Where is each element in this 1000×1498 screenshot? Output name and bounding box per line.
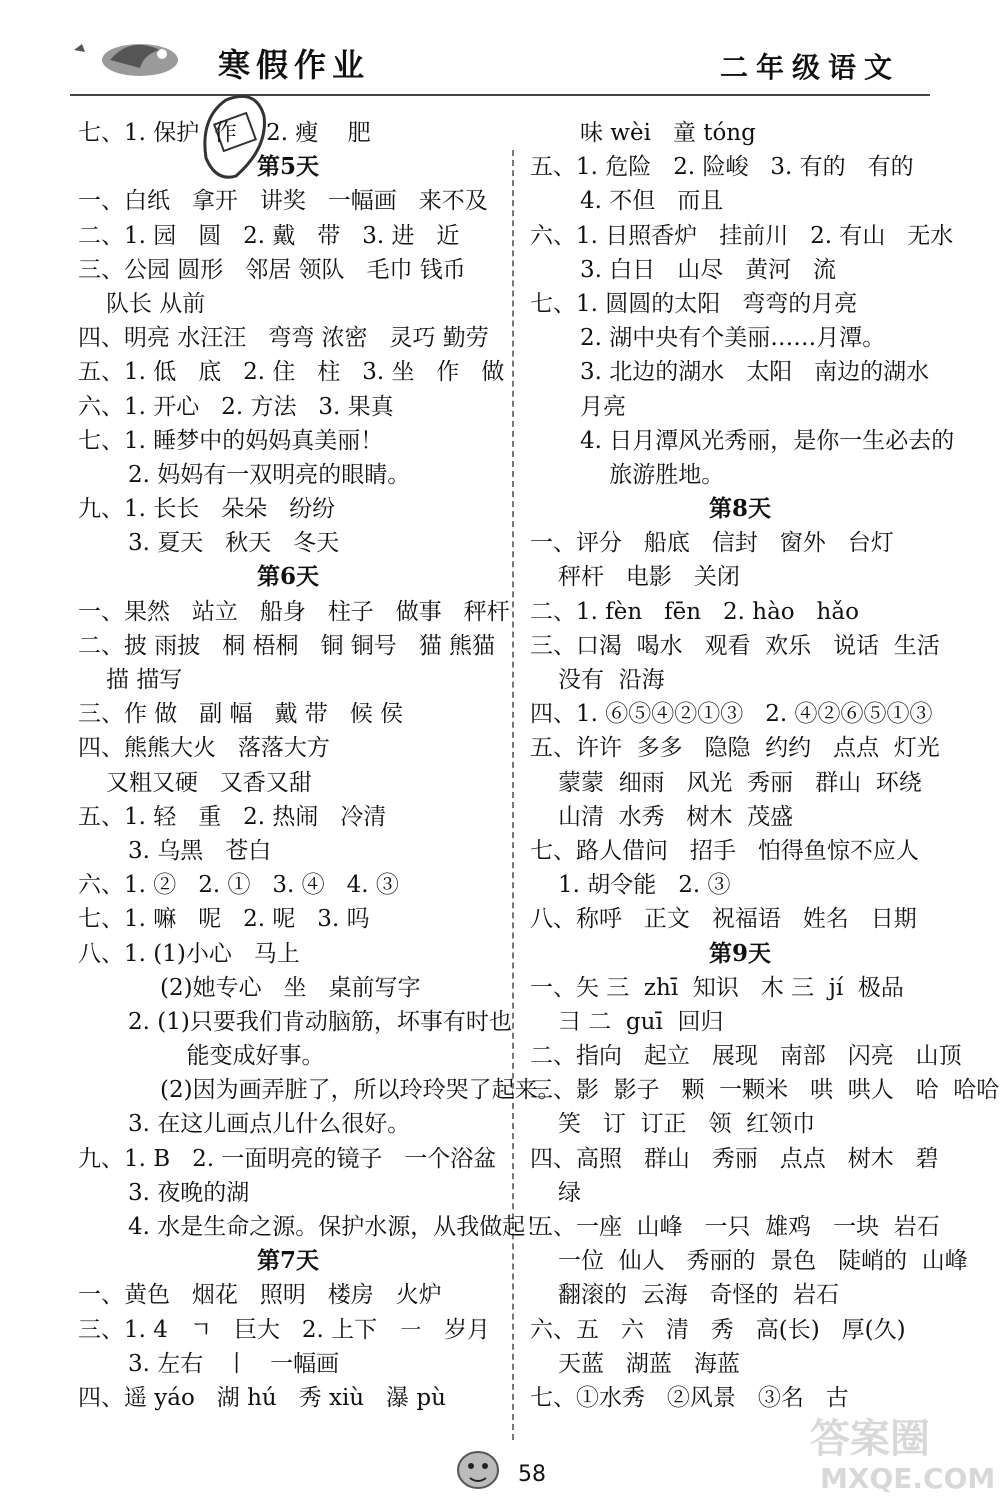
answer-line: 九、1. 长长 朵朵 纷纷	[78, 496, 336, 523]
answer-line: 3. 北边的湖水 太阳 南边的湖水	[580, 359, 930, 386]
answer-line: 二、1. 园 圆 2. 戴 带 3. 进 近	[78, 222, 460, 249]
svg-text:MXQE.COM: MXQE.COM	[820, 1462, 996, 1495]
answer-line: 五、1. 轻 重 2. 热闹 冷清	[78, 803, 387, 830]
answer-line: (2)她专心 坐 桌前写字	[160, 974, 421, 1001]
answer-line: 七、1. 嘛 呢 2. 呢 3. 吗	[78, 906, 370, 933]
answer-line: 一、矢 三 zhī 知识 木 三 jí 极品	[530, 974, 904, 1001]
answer-line: 天蓝 湖蓝 海蓝	[558, 1350, 740, 1377]
answer-line: 秤杆 电影 关闭	[558, 564, 740, 591]
answer-line: (2)因为画弄脏了，所以玲玲哭了起来。	[160, 1077, 561, 1104]
answer-line: 六、1. ② 2. ① 3. ④ 4. ③	[78, 872, 399, 899]
answer-line: 味 wèi 童 tóng	[580, 120, 756, 146]
answer-line: 能变成好事。	[128, 1043, 325, 1070]
answer-line: 二、指向 起立 展现 南部 闪亮 山顶	[530, 1043, 962, 1070]
answer-line: 3. 乌黑 苍白	[128, 837, 272, 864]
day-heading: 第8天	[708, 495, 771, 523]
answer-line: 3. 夜晚的湖	[128, 1179, 250, 1206]
answer-line: 四、1. ⑥⑤④②①③ 2. ④②⑥⑤①③	[530, 701, 933, 728]
answer-line: 七、1. 睡梦中的妈妈真美丽！	[78, 427, 384, 454]
mascot-icon	[448, 1446, 514, 1496]
answer-line: 一、黄色 烟花 照明 楼房 火炉	[78, 1282, 442, 1309]
answer-line: 六、1. 开心 2. 方法 3. 果真	[78, 393, 394, 420]
answer-line: 2. (1)只要我们肯动脑筋，坏事有时也	[128, 1008, 512, 1035]
answer-line: 三、作 做 副 幅 戴 带 候 侯	[78, 701, 404, 728]
answer-line: 又粗又硬 又香又甜	[106, 769, 312, 796]
answer-line: 3. 在这儿画点儿什么很好。	[128, 1111, 411, 1138]
answer-line: 没有 沿海	[558, 667, 665, 693]
answer-line: 4. 不但 而且	[580, 188, 724, 215]
answer-line: 1. 胡令能 2. ③	[558, 872, 731, 899]
answer-line: 三、1. 4 ㄱ 巨大 2. 上下 ㇐ 岁月	[78, 1316, 491, 1343]
answer-line: 2. 妈妈有一双明亮的眼睛。	[128, 461, 411, 488]
answer-line: 七、①水秀 ②风景 ③名 古	[530, 1384, 849, 1411]
column-divider	[512, 150, 514, 1440]
watermark-logo-icon	[800, 1400, 996, 1496]
answer-line: 绿	[558, 1179, 581, 1206]
answer-line: 月亮	[580, 393, 626, 420]
page-number: 58	[518, 1462, 546, 1487]
answer-line: 翻滚的 云海 奇怪的 岩石	[558, 1282, 840, 1309]
answer-line: 四、熊熊大火 落落大方	[78, 735, 330, 762]
answer-line: 一、果然 站立 船身 柱子 做事 秤杆	[78, 598, 510, 625]
day-heading: 第7天	[256, 1247, 319, 1275]
answer-line: 队长 从前	[106, 290, 206, 317]
answer-line: 旅游胜地。	[580, 461, 725, 488]
answer-line: 三、公园 圆形 邻居 领队 毛巾 钱币	[78, 256, 466, 283]
svg-text:答案圈: 答案圈	[810, 1416, 930, 1462]
answer-line: 描 描写	[106, 667, 183, 693]
answer-line: 七、1. 圆圆的太阳 弯弯的月亮	[530, 290, 858, 317]
answer-line: 六、1. 日照香炉 挂前川 2. 有山 无水	[530, 222, 954, 249]
answer-line: 四、遥 yáo 湖 hú 秀 xiù 瀑 pù	[78, 1384, 446, 1411]
answer-line: 2. 湖中央有个美丽……月潭。	[580, 325, 886, 352]
day-heading: 第5天	[256, 153, 319, 181]
page-header	[0, 0, 1000, 100]
right-column	[530, 116, 1000, 1415]
answer-line: 五、1. 低 底 2. 住 柱 3. 坐 作 做	[78, 359, 505, 386]
answer-line: 4. 日月潭风光秀丽，是你一生必去的	[580, 427, 955, 454]
left-column	[78, 116, 561, 1415]
answer-line: 4. 水是生命之源。保护水源，从我做起！	[128, 1214, 549, 1240]
answer-line: 四、高照 群山 秀丽 点点 树木 碧	[530, 1145, 939, 1172]
subject-label: 二年级语文	[719, 51, 900, 84]
answer-line: 五、一座 山峰 一只 雄鸡 一块 岩石	[530, 1214, 940, 1240]
day-heading: 第6天	[256, 563, 319, 591]
day-heading: 第9天	[708, 939, 771, 967]
answer-line: 3. 夏天 秋天 冬天	[128, 530, 340, 557]
answer-line: 山清 水秀 树木 茂盛	[558, 803, 794, 830]
answer-line: 3. 左右 丨 一幅画	[128, 1350, 340, 1377]
answer-line: 三、口渴 喝水 观看 欢乐 说话 生活	[530, 632, 940, 659]
answer-line: 二、披 雨披 桐 梧桐 铜 铜号 猫 熊猫	[78, 632, 496, 659]
answer-line: 一、评分 船底 信封 窗外 台灯	[530, 530, 894, 557]
answer-line: 八、1. (1)小心 马上	[78, 940, 300, 967]
answer-line: 彐 二 guī 回归	[558, 1008, 724, 1035]
answer-line: 笑 订 订正 领 红领巾	[558, 1111, 816, 1138]
answer-line: 二、1. fèn fēn 2. hào hǎo	[530, 598, 859, 625]
answer-line: 一、白纸 拿开 讲奖 一幅画 来不及	[78, 188, 488, 215]
answer-line: 五、1. 危险 2. 险峻 3. 有的 有的	[530, 154, 914, 181]
answer-line: 五、许许 多多 隐隐 约约 点点 灯光	[530, 735, 940, 762]
answer-line: 四、明亮 水汪汪 弯弯 浓密 灵巧 勤劳	[78, 325, 489, 352]
page-title: 寒假作业	[218, 46, 371, 84]
answer-line: 三、影 影子 颗 一颗米 哄 哄人 哈 哈哈	[530, 1077, 1000, 1104]
answer-line: 一位 仙人 秀丽的 景色 陡峭的 山峰	[558, 1248, 968, 1275]
answer-line: 六、五 六 清 秀 高(长) 厚(久)	[530, 1316, 906, 1343]
answer-line: 3. 白日 山尽 黄河 流	[580, 256, 837, 283]
answer-line: 七、1. 保护 作 2. 瘦 肥	[78, 120, 371, 146]
header-decoration-icon	[70, 30, 190, 88]
answer-line: 七、路人借问 招手 怕得鱼惊不应人	[530, 837, 919, 864]
answer-line: 九、1. B 2. 一面明亮的镜子 一个浴盆	[78, 1145, 497, 1172]
answer-line: 蒙蒙 细雨 风光 秀丽 群山 环绕	[558, 769, 922, 796]
answer-line: 八、称呼 正文 祝福语 姓名 日期	[530, 906, 917, 933]
